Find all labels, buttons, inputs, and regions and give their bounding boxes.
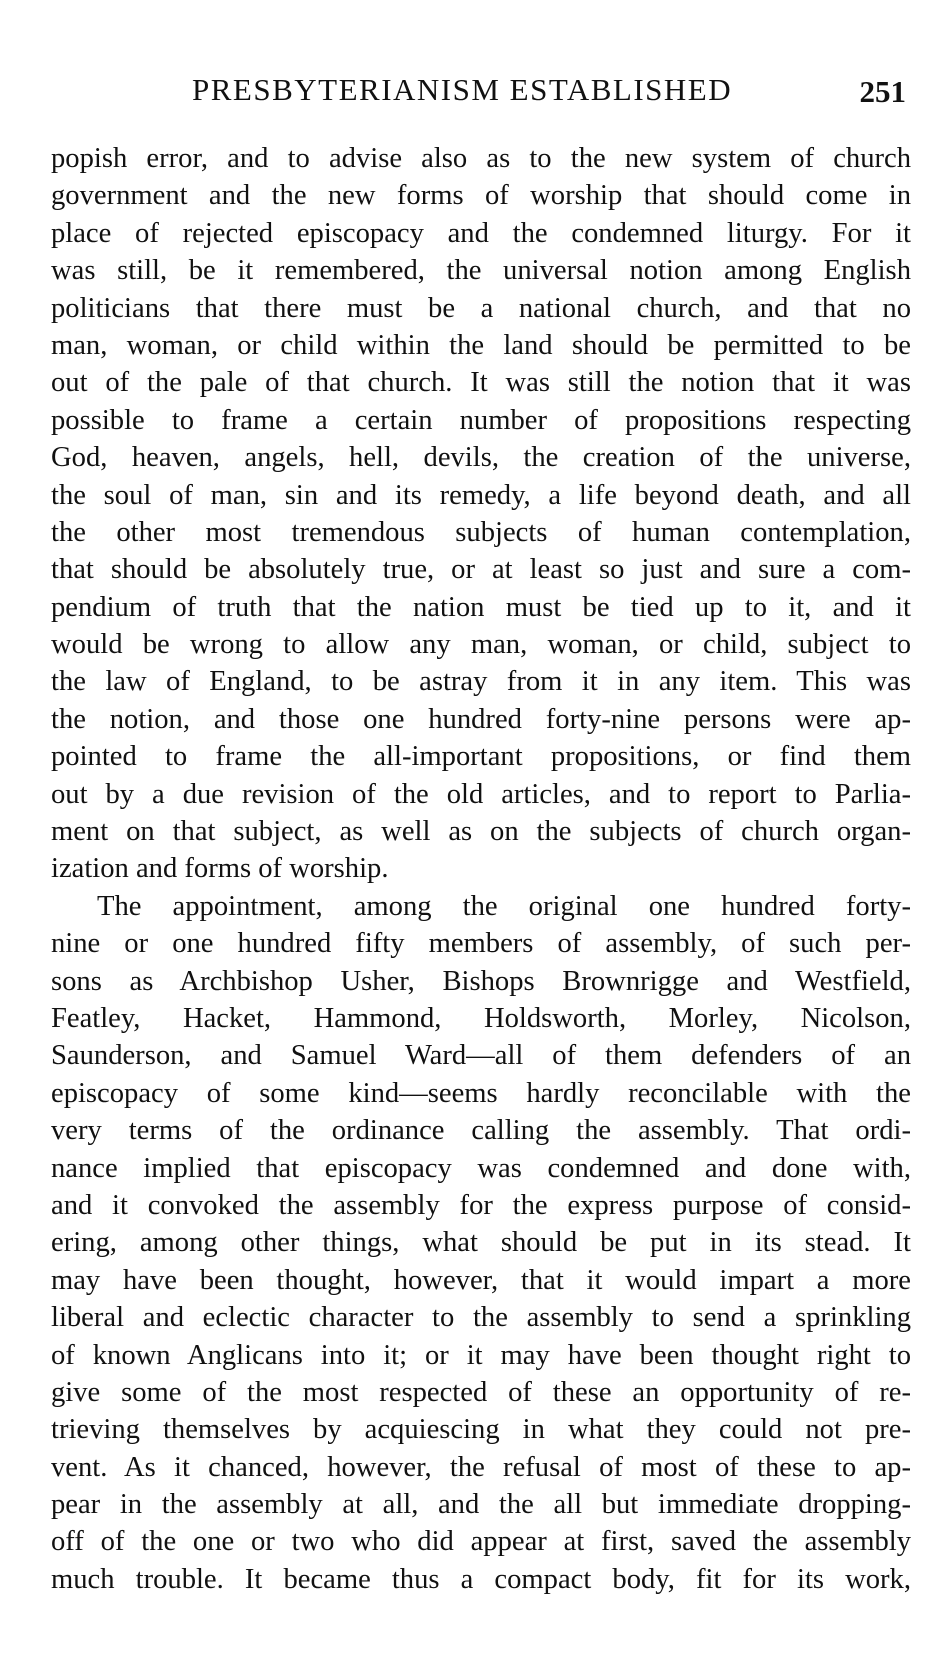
text-line: that should be absolutely true, or at least so just and sure a com- [51, 554, 911, 586]
text-line: Featley, Hacket, Hammond, Holdsworth, Morley, Nicolson, [51, 1002, 911, 1034]
text-line: Saunderson, and Samuel Ward—all of them defenders of an [51, 1040, 911, 1072]
text-line: God, heaven, angels, hell, devils, the creation of the universe, [51, 442, 911, 474]
text-line: ering, among other things, what should be put in its stead. It [51, 1227, 911, 1259]
text-line: may have been thought, however, that it would impart a more [51, 1264, 911, 1296]
text-line: liberal and eclectic character to the assembly to send a sprinkling [51, 1302, 911, 1334]
text-line: of known Anglicans into it; or it may have been thought right to [51, 1339, 911, 1371]
text-line: would be wrong to allow any man, woman, or child, subject to [51, 629, 911, 661]
text-line: the law of England, to be astray from it in any item. This was [51, 666, 911, 698]
text-line: was still, be it remembered, the universal notion among English [51, 255, 911, 287]
running-head [52, 72, 912, 112]
text-line: nance implied that episcopacy was condemned and done with, [51, 1152, 911, 1184]
text-line: off of the one or two who did appear at first, saved the assembly [51, 1526, 911, 1558]
paragraph-end-line: ization and forms of worship. [51, 853, 389, 885]
text-line: vent. As it chanced, however, the refusal of most of these to ap- [51, 1451, 911, 1483]
text-line: trieving themselves by acquiescing in what they could not pre- [51, 1414, 911, 1446]
text-line: pear in the assembly at all, and the all but immediate dropping- [51, 1489, 911, 1521]
text-line: place of rejected episcopacy and the condemned liturgy. For it [51, 217, 911, 249]
text-line: out of the pale of that church. It was still the notion that it was [51, 367, 911, 399]
text-line: popish error, and to advise also as to the new system of church [51, 143, 911, 174]
text-line: ment on that subject, as well as on the subjects of church organ- [51, 816, 911, 848]
text-line: the other most tremendous subjects of human contemplation, [51, 516, 911, 548]
text-line: and it convoked the assembly for the express purpose of consid- [51, 1189, 911, 1221]
text-line: give some of the most respected of these an opportunity of re- [51, 1376, 911, 1408]
text-line: government and the new forms of worship that should come in [51, 180, 911, 212]
page-number: 251 [859, 74, 906, 109]
text-line: the soul of man, sin and its remedy, a life beyond death, and all [51, 479, 911, 511]
text-line: man, woman, or child within the land should be permitted to be [51, 329, 911, 361]
text-line: much trouble. It became thus a compact body, fit for its work, [51, 1563, 911, 1595]
text-line: pointed to frame the all-important propositions, or find them [51, 741, 911, 773]
text-line: possible to frame a certain number of propositions respecting [51, 404, 911, 436]
text-line: politicians that there must be a national church, and that no [51, 292, 911, 324]
text-line: pendium of truth that the nation must be tied up to it, and it [51, 591, 911, 623]
running-title: PRESBYTERIANISM ESTABLISHED [192, 72, 733, 107]
body-text [51, 140, 911, 1598]
text-line: sons as Archbishop Usher, Bishops Brownrigge and Westfield, [51, 965, 911, 997]
paragraph-start-line: The appointment, among the original one hundred forty- [97, 890, 911, 922]
text-line: episcopacy of some kind—seems hardly reconcilable with the [51, 1077, 911, 1109]
text-line: out by a due revision of the old articles, and to report to Parlia- [51, 778, 911, 810]
text-line: very terms of the ordinance calling the assembly. That ordi- [51, 1115, 911, 1147]
text-line: nine or one hundred fifty members of assembly, of such per- [51, 928, 911, 960]
text-line: the notion, and those one hundred forty-nine persons were ap- [51, 703, 911, 735]
